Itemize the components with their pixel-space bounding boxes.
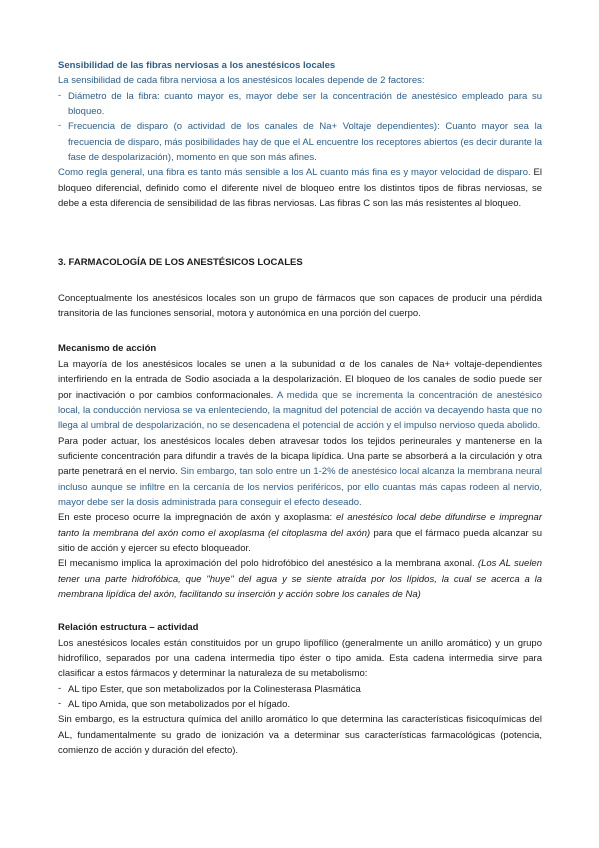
mecanismo-paragraph-1: La mayoría de los anestésicos locales se unen a la subunidad α de los canales de Na+ voltaje-dependientes interfiriendo en la entrada de Sodio asociada a la despolarización. El bloqueo de los canales de sodio puede ser por inactivación o por cambios conformacionales. A medida que se incrementa la concentración de anestésico local, la conducción nerviosa se va enlenteciendo, la magnitud del potencial de acción va decayendo hasta que no llega al umbral de despolarización, no se desencadena el potencial de acción y el impulso nervioso queda abolido. — [58, 358, 542, 432]
spacer — [58, 211, 542, 241]
sensibilidad-intro: La sensibilidad de cada fibra nerviosa a los anestésicos locales depende de 2 factores: — [58, 75, 425, 87]
mecanismo-paragraph-2: Para poder actuar, los anestésicos locales deben atravesar todos los tejidos perineurales y mantenerse en la suficiente concentración para difundir a través de la bicapa lipídica. Una parte se absorberá a la circulación y otra parte penetrará en el nervio. Sin embargo, tan solo entre un 1-2% de anestésico local alcanza la membrana neural incluso aunque se infiltre en la cercanía de los nervios periféricos, por ello cuantas más capas rodeen al nervio, mayor debe ser la dosis administrada para conseguir el efecto deseado. — [58, 435, 543, 508]
factors-list — [58, 89, 542, 166]
section-heading-sensibilidad: Sensibilidad de las fibras nerviosas a los anestésicos locales — [58, 60, 336, 71]
section-heading-relacion: Relación estructura – actividad — [58, 622, 199, 634]
mecanismo-paragraph-3: En este proceso ocurre la impregnación de axón y axoplasma: el anestésico local debe difundirse e impregnar tanto la membrana del axón como el axoplasma (el citoplasma del axón) para que el fármaco pueda alcanzar su sitio de acción y ejercer su efecto bloqueador. — [58, 512, 542, 554]
list-item: - Diámetro de la fibra: cuanto mayor es, mayor debe ser la concentración de anestésico empleado para su bloqueo. — [58, 89, 542, 118]
list-item: - AL tipo Ester, que son metabolizados por la Colinesterasa Plasmática — [58, 682, 361, 695]
list-item: - Frecuencia de disparo (o actividad de los canales de Na+ Voltaje dependientes): Cuanto mayor sea la frecuencia de disparo, más posibilidades hay de que el AL encuentre los receptores abiertos (es decir durante la fase de despolarización), momento en que son más afines. — [58, 120, 542, 164]
general-rule-paragraph: Como regla general, una fibra es tanto más sensible a los AL cuanto más fina es y mayor velocidad de disparo. El bloqueo diferencial, definido como el diferente nivel de bloqueo entre los distintos tipos de fibras nerviosas, se debe a esta diferencia de sensibilidad de las fibras nerviosas. Las fibras C son las más resistentes al bloqueo. — [58, 167, 542, 210]
relacion-paragraph-1: Los anestésicos locales están constituidos por un grupo lipofílico (generalmente un anillo aromático) y un grupo hidrofílico, separados por una cadena intermedia tipo éster o tipo amida. Esta cadena intermedia sirve para clasificar a estos fármacos y determinar la naturaleza de su metabolismo: — [58, 637, 542, 680]
amide-ester-list — [58, 682, 542, 713]
section-heading-mecanismo: Mecanismo de acción — [58, 343, 157, 355]
list-item: - AL tipo Amida, que son metabolizados por el hígado. — [58, 698, 290, 711]
section-heading-farmacologia: 3. FARMACOLOGÍA DE LOS ANESTÉSICOS LOCALES — [58, 257, 303, 269]
mecanismo-paragraph-4: El mecanismo implica la aproximación del polo hidrofóbico del anestésico a la membrana axonal. (Los AL suelen tener una parte hidrofóbica, que "huye" del agua y se siente atraída por los lípidos, la cual se acerca a la membrana lipídica del axón, facilitando su inserción y acción sobre los canales de Na) — [58, 558, 542, 600]
relacion-paragraph-2: Sin embargo, es la estructura química del anillo aromático lo que determina las características fisicoquímicas del AL, fundamentalmente su grado de ionización va a determinar sus características farmacológicas (potencia, comienzo de acción y duración del efecto). — [58, 714, 542, 757]
farmacologia-intro: Conceptualmente los anestésicos locales son un grupo de fármacos que son capaces de producir una pérdida transitoria de las funciones sensorial, motora y autonómica en una porción del cuerpo. — [58, 292, 542, 320]
